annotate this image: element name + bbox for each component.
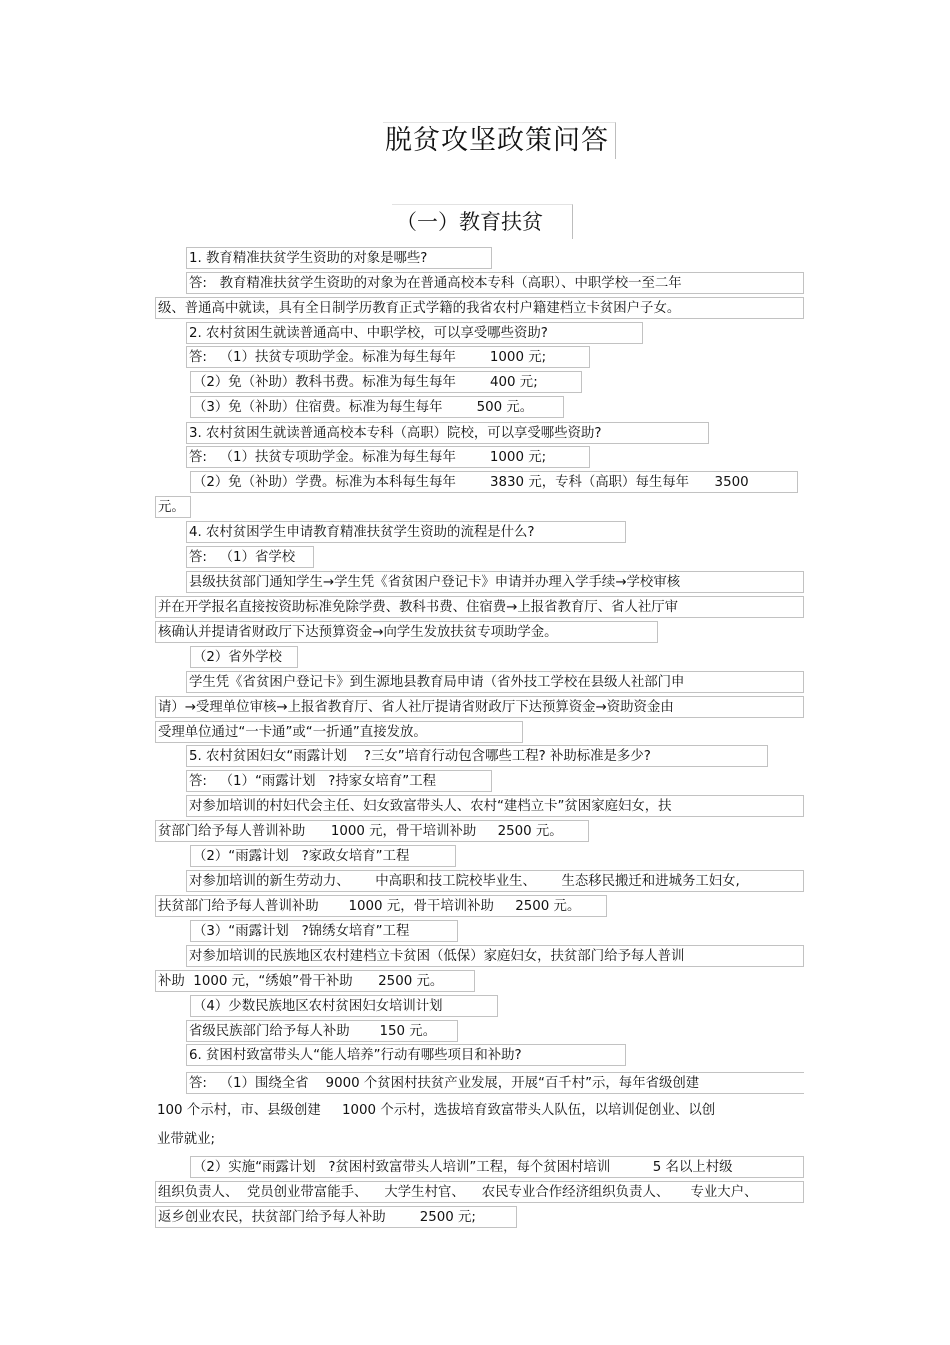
answer-line: （4）少数民族地区农村贫困妇女培训计划	[190, 995, 498, 1017]
answer-line: 答: （1）省学校	[186, 546, 314, 568]
answer-line: 组织负责人、 党员创业带富能手、 大学生村官、 农民专业合作经济组织负责人、 专业大户、	[155, 1181, 804, 1203]
answer-line: （2）免（补助）教科书费。标准为每生每年 400 元;	[190, 371, 582, 393]
answer-line: 答: （1）“雨露计划 ?持家女培育”工程	[186, 770, 492, 792]
answer-line: 答: （1）围绕全省 9000 个贫困村扶贫产业发展，开展“百千村”示，每年省级创建	[186, 1072, 804, 1094]
answer-line: 返乡创业农民，扶贫部门给予每人补助 2500 元;	[155, 1206, 517, 1228]
answer-line: 答: （1）扶贫专项助学金。标准为每生每年 1000 元;	[186, 446, 590, 468]
document-title: 脱贫攻坚政策问答	[383, 122, 616, 159]
question-2: 2. 农村贫困生就读普通高中、中职学校，可以享受哪些资助?	[186, 322, 643, 344]
answer-line: （2）省外学校	[190, 646, 298, 668]
answer-line: 对参加培训的民族地区农村建档立卡贫困（低保）家庭妇女，扶贫部门给予每人普训	[186, 945, 804, 967]
answer-line: 受理单位通过“一卡通”或“一折通”直接发放。	[155, 721, 523, 743]
answer-line: 并在开学报名直接按资助标准免除学费、教科书费、住宿费→上报省教育厅、省人社厅审	[155, 596, 804, 618]
question-5: 5. 农村贫困妇女“雨露计划 ?三女”培育行动包含哪些工程? 补助标准是多少?	[186, 745, 768, 767]
answer-line: 学生凭《省贫困户登记卡》到生源地县教育局申请（省外技工学校在县级人社部门申	[186, 671, 804, 693]
question-1: 1. 教育精准扶贫学生资助的对象是哪些?	[186, 247, 492, 269]
question-6: 6. 贫困村致富带头人“能人培养”行动有哪些项目和补助?	[186, 1044, 626, 1066]
section-heading: （一）教育扶贫	[392, 204, 573, 239]
answer-line: 元。	[155, 496, 191, 518]
answer-line: 贫部门给予每人普训补助 1000 元，骨干培训补助 2500 元。	[155, 820, 589, 842]
answer-line: 请）→受理单位审核→上报省教育厅、省人社厅提请省财政厅下达预算资金→资助资金由	[155, 696, 804, 718]
answer-line: 100 个示村，市、县级创建 1000 个示村，选拔培育致富带头人队伍，以培训促创业、以创	[157, 1103, 716, 1118]
answer-line: （2）免（补助）学费。标准为本科每生每年 3830 元，专科（高职）每生每年 3500	[190, 471, 798, 493]
answer-line: 级、普通高中就读，具有全日制学历教育正式学籍的我省农村户籍建档立卡贫困户子女。	[155, 297, 804, 319]
question-4: 4. 农村贫困学生申请教育精准扶贫学生资助的流程是什么?	[186, 521, 626, 543]
answer-line: 县级扶贫部门通知学生→学生凭《省贫困户登记卡》申请并办理入学手续→学校审核	[186, 571, 804, 593]
answer-line: 核确认并提请省财政厅下达预算资金→向学生发放扶贫专项助学金。	[155, 621, 658, 643]
answer-line: 答: 教育精准扶贫学生资助的对象为在普通高校本专科（高职）、中职学校一至二年	[186, 272, 804, 294]
answer-line: （2）“雨露计划 ?家政女培育”工程	[190, 845, 456, 867]
answer-line: 答: （1）扶贫专项助学金。标准为每生每年 1000 元;	[186, 346, 590, 368]
answer-line: 对参加培训的新生劳动力、 中高职和技工院校毕业生、 生态移民搬迁和进城务工妇女,	[186, 870, 804, 892]
answer-line: （3）免（补助）住宿费。标准为每生每年 500 元。	[190, 396, 564, 418]
answer-line: （2）实施“雨露计划 ?贫困村致富带头人培训”工程，每个贫困村培训 5 名以上村级	[190, 1156, 804, 1178]
answer-line: 对参加培训的村妇代会主任、妇女致富带头人、农村“建档立卡”贫困家庭妇女，扶	[186, 795, 804, 817]
answer-line: 扶贫部门给予每人普训补助 1000 元，骨干培训补助 2500 元。	[155, 895, 607, 917]
answer-line: 省级民族部门给予每人补助 150 元。	[186, 1020, 458, 1042]
answer-line: 业带就业;	[157, 1132, 216, 1147]
answer-line: 补助 1000 元，“绣娘”骨干补助 2500 元。	[155, 970, 475, 992]
question-3: 3. 农村贫困生就读普通高校本专科（高职）院校，可以享受哪些资助?	[186, 422, 709, 444]
answer-line: （3）“雨露计划 ?锦绣女培育”工程	[190, 920, 458, 942]
